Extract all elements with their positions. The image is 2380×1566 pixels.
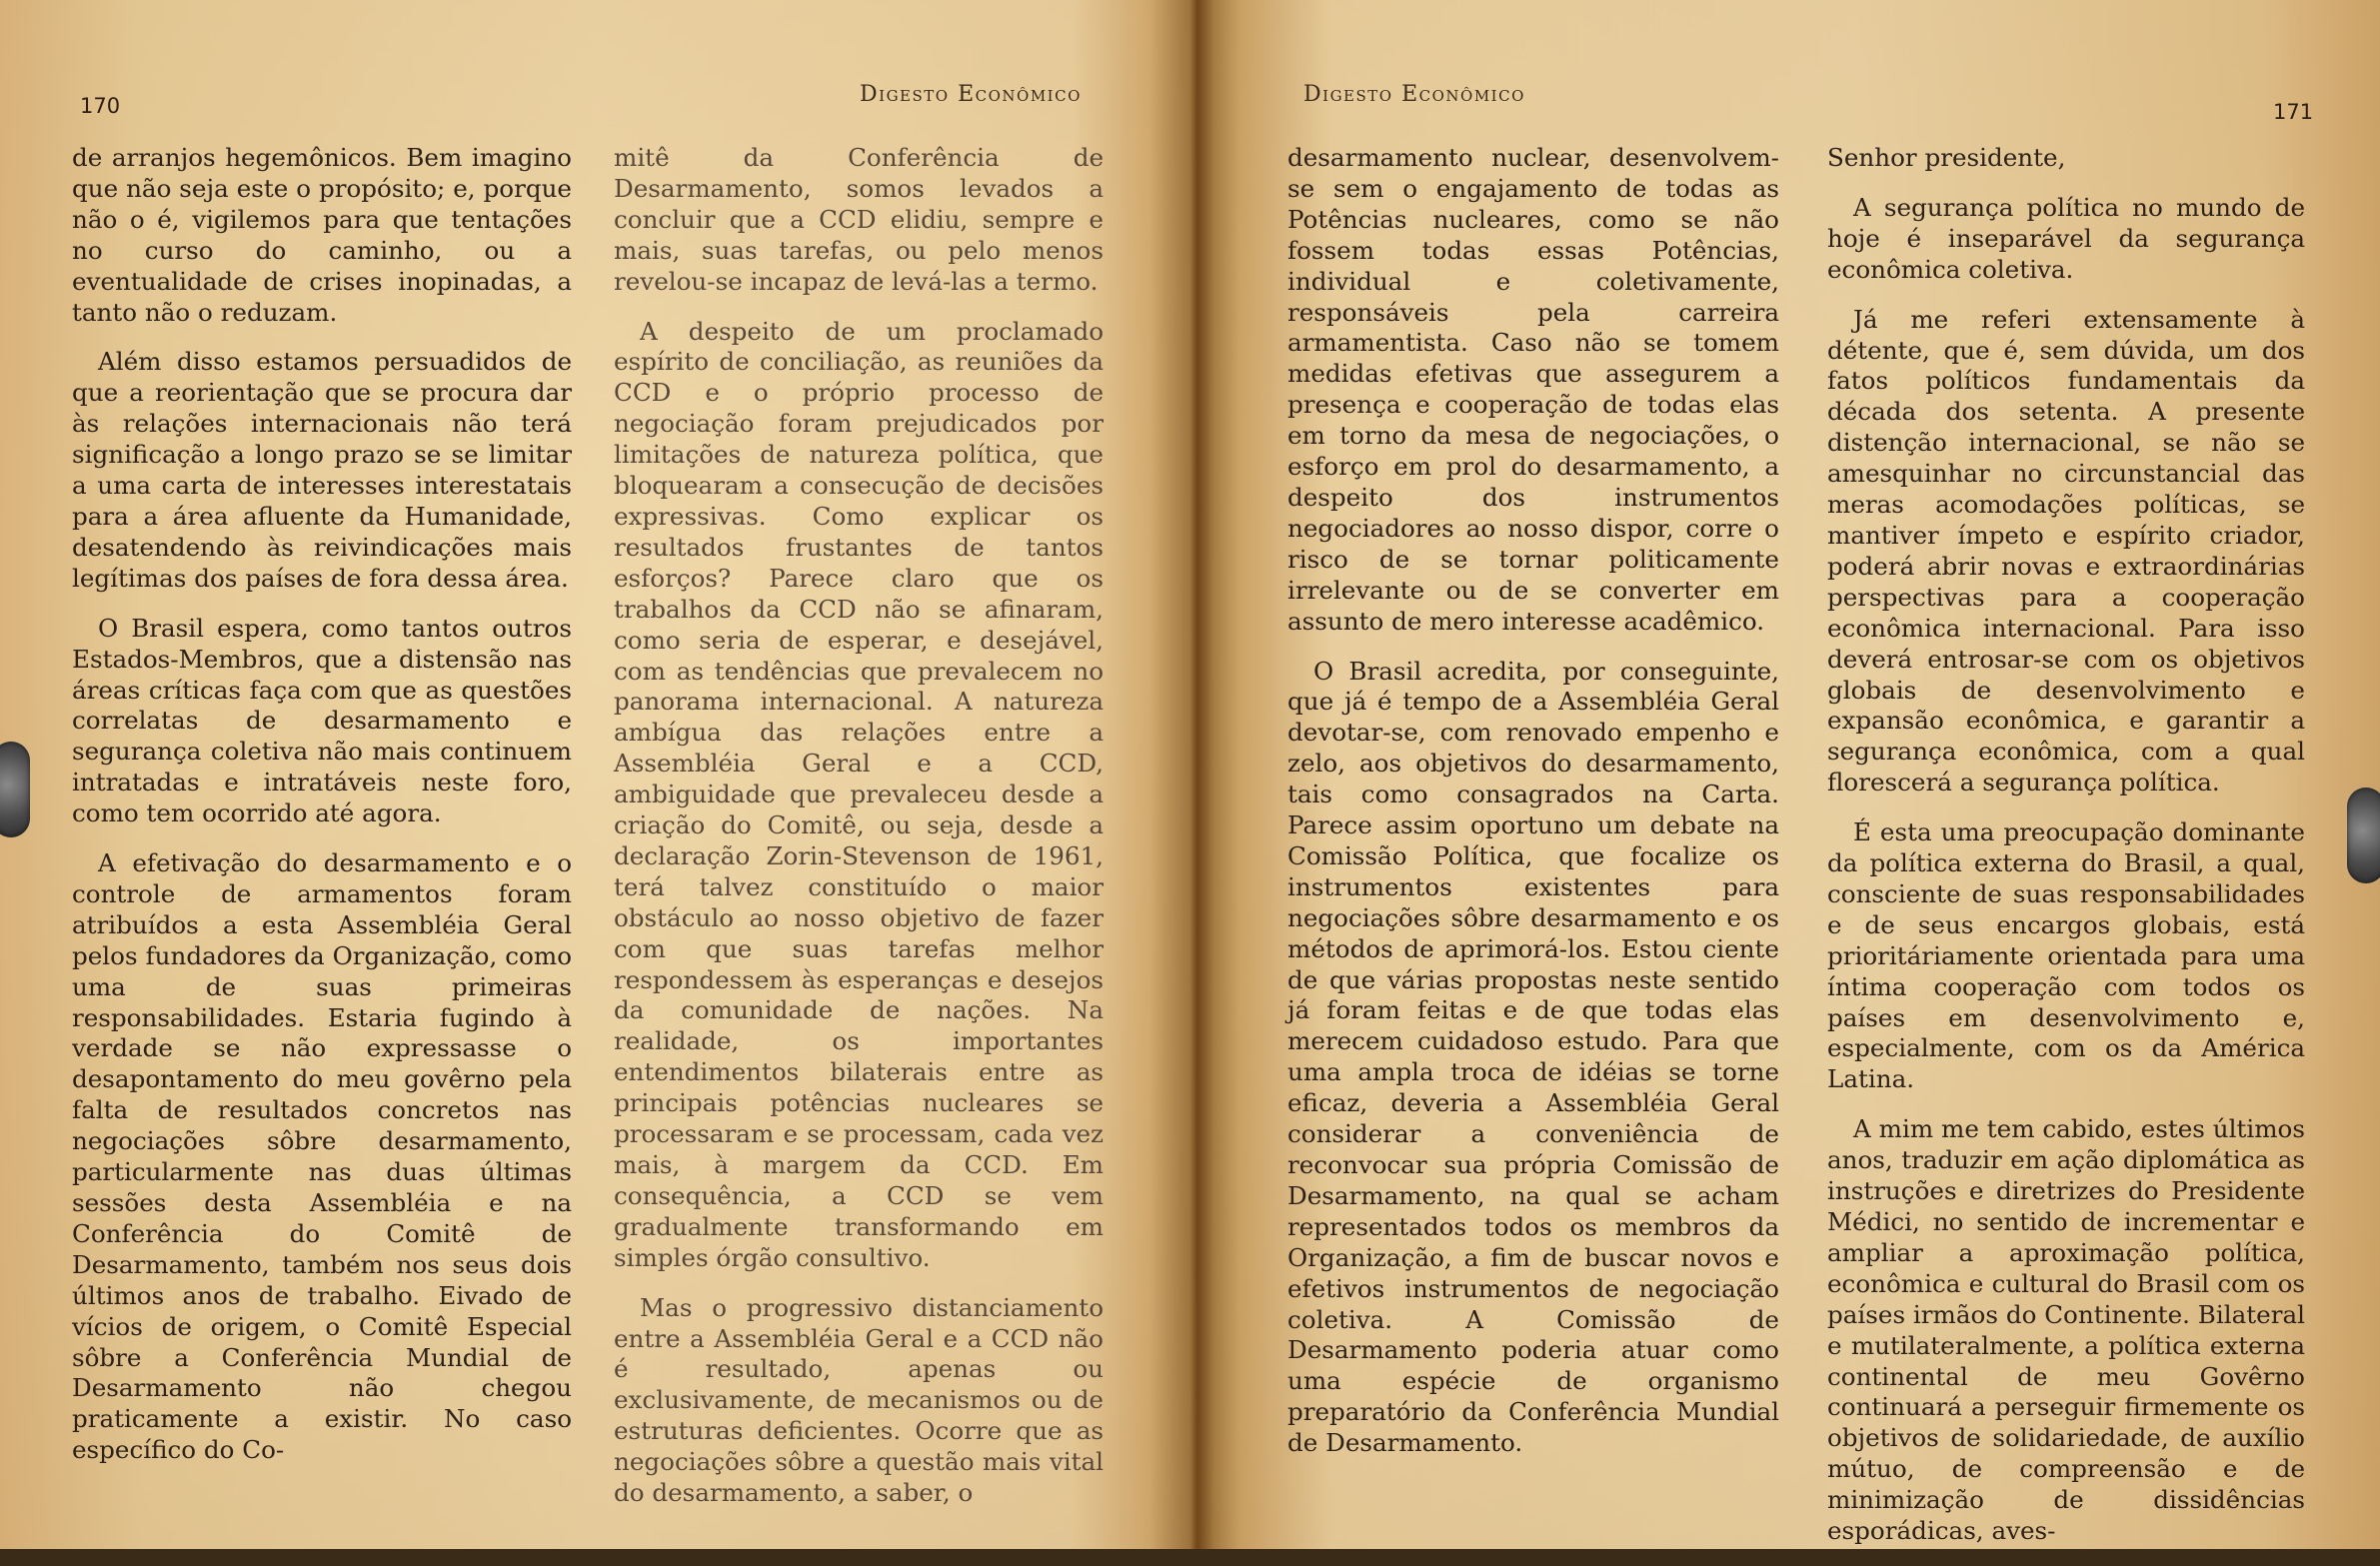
paragraph: A despeito de um proclamado espírito de conciliação, as reuniões da CCD e o próprio processo de negociação foram prejudicados por limitações de natureza política, que bloquearam a consecução de decisões expressivas. Como explicar os resultados frustantes de tantos esforços? Parece claro que os trabalhos da CCD não se afinaram, como seria de esperar, e desejável, com as tendências que prevalecem no panorama internacional. A natureza ambígua das relações entre a Assembléia Geral e a CCD, ambiguidade que prevaleceu desde a criação do Comitê, ou seja, desde a declaração Zorin-Stevenson de 1961, terá talvez constituído o maior obstáculo ao nosso objetivo de fazer com que suas tarefas melhor respondessem às esperanças e desejos da comunidade de nações. Na realidade, os importantes entendimentos bilaterais entre as principais potências nucleares se processaram e se processam, cada vez mais, à margem da CCD. Em consequência, a CCD se vem gradualmente transformando em simples órgão consultivo. [614,316,1104,1272]
page-number-right: 171 [2273,100,2314,124]
page-number-left: 170 [80,94,121,118]
running-head-right: Digesto Econômico [1303,82,1525,107]
paragraph: O Brasil acredita, por conseguinte, que já é tempo de a Assembléia Geral devotar-se, com renovado empenho e zelo, aos objetivos do desarmamento, tais como consagrados na Carta. Parece assim oportuno um debate na Comissão Política, que focalize os instrumentos existentes para negociações sôbre desarmamento e os métodos de aprimorá-los. Estou ciente de que várias propostas neste sentido já foram feitas e de que todas elas merecem cuidadoso estudo. Para que uma ampla troca de idéias se torne eficaz, deveria a Assembléia Geral considerar a conveniência de reconvocar sua própria Comissão de Desarmamento, na qual se acham representados todos os membros da Organização, a fim de buscar novos e efetivos instrumentos de negociação coletiva. A Comissão de Desarmamento poderia atuar como uma espécie de organismo preparatório da Conferência Mundial de Desarmamento. [1287,656,1779,1458]
paragraph: desarmamento nuclear, desenvolvem-se sem o engajamento de todas as Potências nucleares, como se não fossem todas essas Potências, individual e coletivamente, responsáveis pela carreira armamentista. Caso não se tomem medidas efetivas que assegurem a presença e cooperação de todas elas em torno da mesa de negociações, o esforço em prol do desarmamento, a despeito dos instrumentos negociadores ao nosso dispor, corre o risco de se tornar politicamente irrelevante ou de se converter em assunto de mero interesse acadêmico. [1287,143,1779,636]
left-column-2 [614,143,1104,1528]
paragraph: mitê da Conferência de Desarmamento, somos levados a concluir que a CCD elidiu, sempre e mais, suas tarefas, ou pelo menos revelou-se incapaz de levá-las a termo. [614,143,1104,296]
right-page [1195,0,2380,1549]
binder-hole [0,742,30,837]
paragraph: É esta uma preocupação dominante da política externa do Brasil, a qual, consciente de suas responsabilidades e de seus encargos globais, está prioritáriamente orientada para uma íntima cooperação com todos os países em desenvolvimento e, especialmente, com os da América Latina. [1827,817,2305,1094]
paragraph: Mas o progressivo distanciamento entre a Assembléia Geral e a CCD não é resultado, apenas ou exclusivamente, de mecanismos ou de estruturas deficientes. Ocorre que as negociações sôbre a questão mais vital do desarmamento, a saber, o [614,1292,1104,1508]
left-column-1 [72,143,572,1485]
running-head-left: Digesto Econômico [860,82,1082,107]
left-page [0,0,1185,1549]
binder-hole [2347,787,2380,883]
paragraph: A mim me tem cabido, estes últimos anos, traduzir em ação diplomática as instruções e diretrizes do Presidente Médici, no sentido de incrementar e ampliar a aproximação política, econômica e cultural do Brasil com os países irmãos do Continente. Bilateral e mutilateralmente, a política externa continental de meu Govêrno continuará a perseguir firmemente os objetivos de solidariedade, de auxílio mútuo, de compreensão e de minimização de dissidências esporádicas, aves- [1827,1114,2305,1546]
paragraph: Já me referi extensamente à détente, que é, sem dúvida, um dos fatos políticos fundamentais da década dos setenta. A presente distenção internacional, se não se amesquinhar no circunstancial das meras acomodações políticas, se mantiver ímpeto e espírito criador, poderá abrir novas e extraordinárias perspectivas para a cooperação econômica internacional. Para isso deverá entrosar-se com os objetivos globais de desenvolvimento e expansão econômica, e garantir a segurança econômica, com a qual florescerá a segurança política. [1827,304,2305,797]
right-column-2 [1827,143,2305,1566]
paragraph: Senhor presidente, [1827,143,2066,172]
paragraph: A segurança política no mundo de hoje é inseparável da segurança econômica coletiva. [1827,192,2305,284]
paragraph: A efetivação do desarmamento e o controle de armamentos foram atribuídos a esta Assembléia Geral pelos fundadores da Organização, como uma de suas primeiras responsabilidades. Estaria fugindo à verdade se não expressasse o desapontamento do meu govêrno pela falta de resultados concretos nas negociações sôbre desarmamento, particularmente nas duas últimas sessões desta Assembléia e na Conferência do Comitê de Desarmamento, também nos seus dois últimos anos de trabalho. Eivado de vícios de origem, o Comitê Especial sôbre a Conferência Mundial de Desarmamento não chegou praticamente a existir. No caso específico do Co- [72,848,572,1465]
paragraph: de arranjos hegemônicos. Bem imagino que não seja este o propósito; e, porque não o é, vigilemos para que tentações no curso do caminho, ou a eventualidade de crises inopinadas, a tanto não o reduzam. [72,143,572,327]
paragraph: O Brasil espera, como tantos outros Estados-Membros, que a distensão nas áreas críticas faça com que as questões correlatas de desarmamento e segurança coletiva não mais continuem intratadas e intratáveis neste foro, como tem ocorrido até agora. [72,613,572,828]
right-column-1 [1287,143,1779,1478]
paragraph: Além disso estamos persuadidos de que a reorientação que se procura dar às relações internacionais não terá significação a longo prazo se se limitar a uma carta de interesses interestatais para a área afluente da Humanidade, desatendendo às reivindicações mais legítimas dos países de fora dessa área. [72,347,572,593]
